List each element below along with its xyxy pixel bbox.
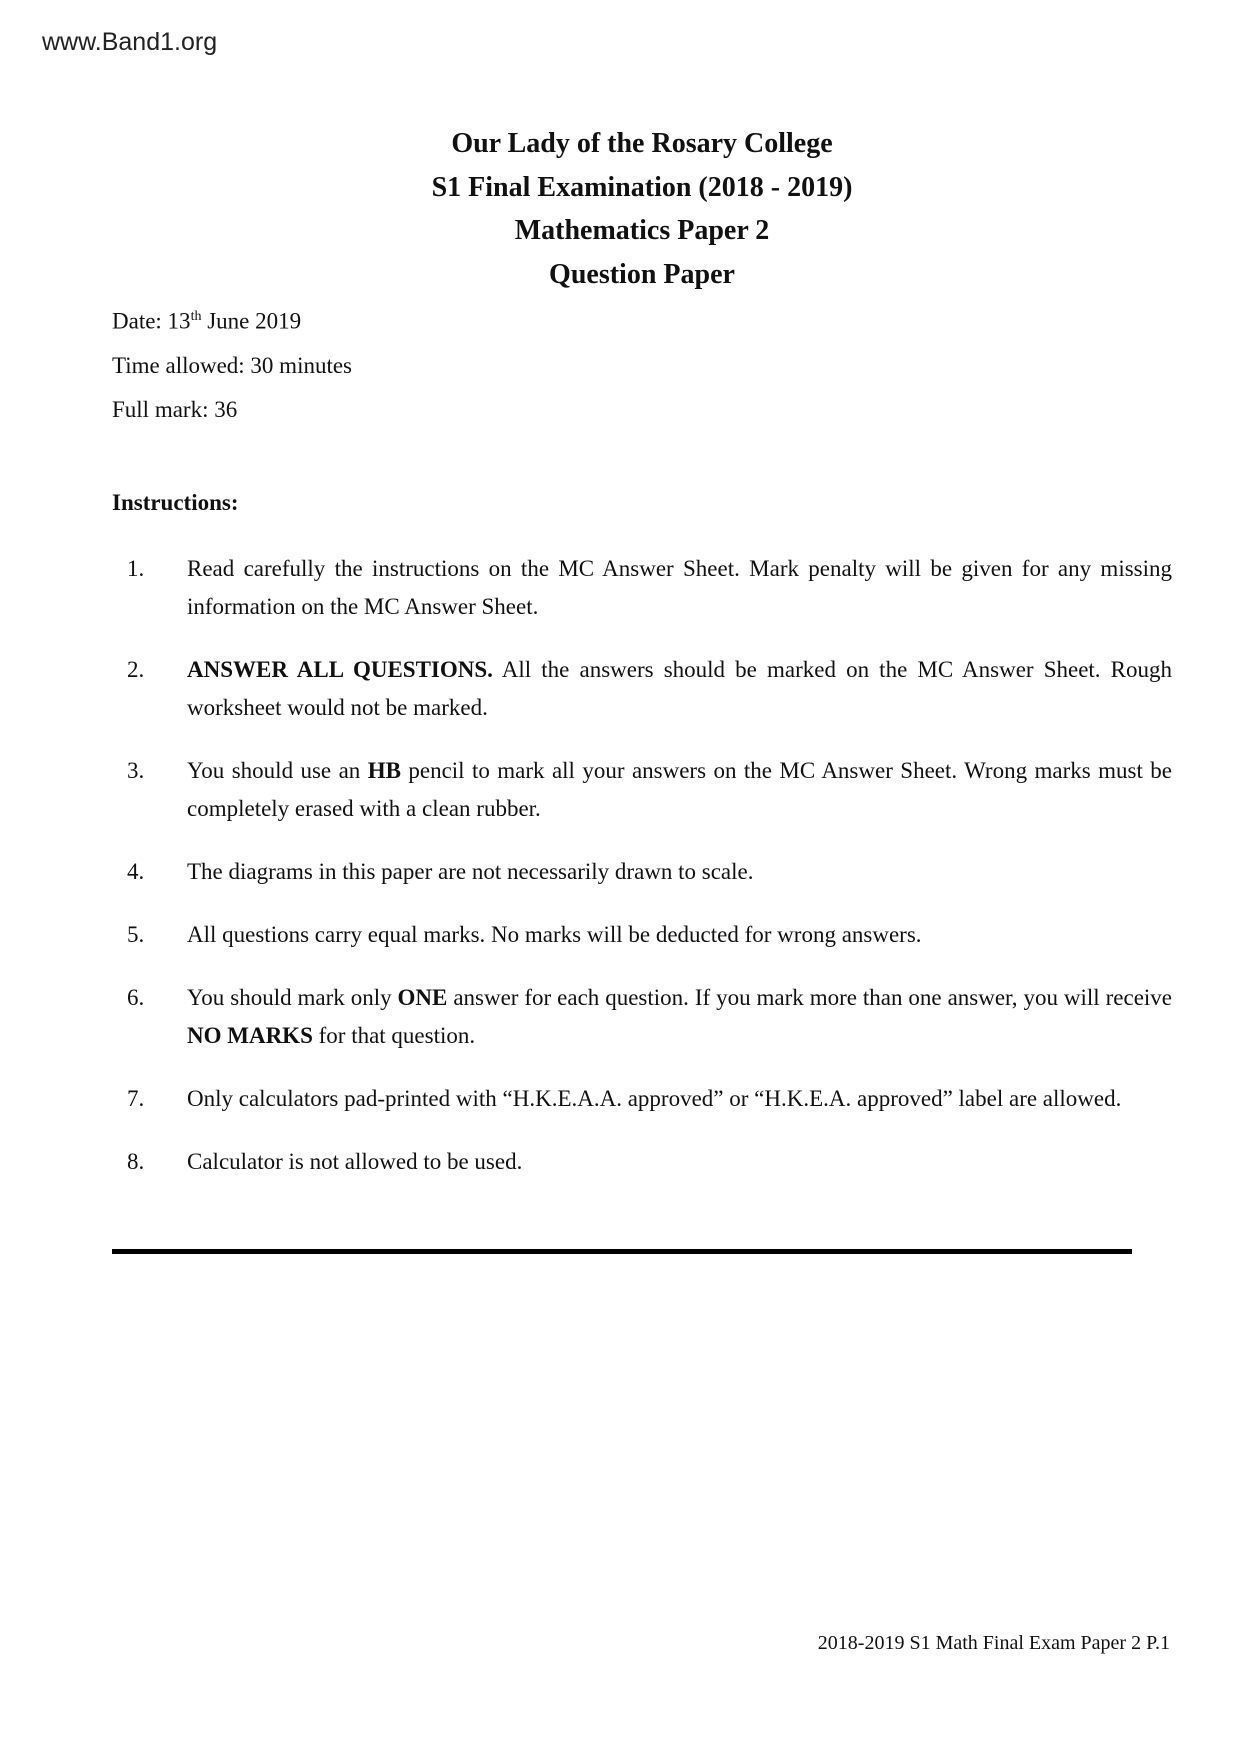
instruction-number: 4. — [127, 859, 145, 884]
text-run: answer for each question. If you mark more than one answer, you will receive — [447, 985, 1173, 1010]
instruction-text — [187, 979, 1172, 1055]
instruction-text — [187, 1080, 1172, 1118]
emphasis: ONE — [397, 985, 448, 1010]
instructions-heading: Instructions: — [112, 490, 239, 515]
instruction-number: 7. — [127, 1086, 145, 1111]
date-label: Date: 13 — [112, 308, 191, 334]
time-allowed: Time allowed: 30 minutes — [112, 352, 353, 378]
paper-title: Question Paper — [549, 258, 735, 290]
instruction-item — [112, 651, 1172, 727]
date-rest: June 2019 — [201, 308, 302, 334]
emphasis: ANSWER ALL QUESTIONS. — [187, 657, 493, 682]
exam-title: S1 Final Examination (2018 - 2019) — [431, 171, 853, 203]
instruction-text — [187, 1143, 1172, 1181]
full-mark: Full mark: 36 — [112, 396, 238, 422]
instructions-list — [112, 550, 1172, 1206]
instruction-item — [112, 1143, 1172, 1181]
text-run: You should mark only — [187, 985, 398, 1010]
instruction-item — [112, 853, 1172, 891]
instruction-number: 3. — [127, 758, 145, 783]
text-run: Calculator is not allowed to be used. — [187, 1149, 523, 1174]
instruction-item — [112, 752, 1172, 828]
instruction-item — [112, 979, 1172, 1055]
text-run: Only calculators pad-printed with “H.K.E.A.A. approved” or “H.K.E.A. approved” label are allowed. — [187, 1086, 1122, 1111]
instruction-item — [112, 1080, 1172, 1118]
date-suffix: th — [190, 309, 202, 324]
document-header — [0, 122, 1240, 296]
instruction-number: 6. — [127, 985, 145, 1010]
text-run: for that question. — [312, 1023, 476, 1048]
page-footer: 2018-2019 S1 Math Final Exam Paper 2 P.1 — [817, 1632, 1170, 1654]
text-run: You should use an — [187, 758, 368, 783]
text-run: pencil to mark all your answers on the MC Answer Sheet. Wrong marks must be completely erased with a clean rubber. — [187, 758, 1172, 821]
exam-meta — [112, 295, 352, 432]
watermark: www.Band1.org — [42, 28, 218, 56]
emphasis: NO MARKS — [187, 1023, 313, 1048]
exam-date — [112, 295, 352, 344]
instruction-number: 5. — [127, 922, 145, 947]
divider-line — [112, 1249, 1132, 1254]
text-run: The diagrams in this paper are not necessarily drawn to scale. — [187, 859, 754, 884]
instruction-item — [112, 550, 1172, 626]
text-run: All questions carry equal marks. No marks will be deducted for wrong answers. — [187, 922, 922, 947]
instruction-text — [187, 916, 1172, 954]
instruction-item — [112, 916, 1172, 954]
text-run: Read carefully the instructions on the MC Answer Sheet. Mark penalty will be given for any missing information on the MC Answer Sheet. — [187, 556, 1172, 619]
instruction-text — [187, 550, 1172, 626]
school-name: Our Lady of the Rosary College — [451, 128, 833, 159]
instruction-number: 8. — [127, 1149, 145, 1174]
instruction-number: 1. — [127, 556, 145, 581]
instruction-text — [187, 853, 1172, 891]
instruction-number: 2. — [127, 657, 145, 682]
instruction-text — [187, 752, 1172, 828]
emphasis: HB — [367, 758, 401, 783]
subject-title: Mathematics Paper 2 — [514, 215, 770, 246]
text-run: All the answers should be marked on the MC Answer Sheet. Rough worksheet would not be marked. — [187, 657, 1172, 720]
instruction-text — [187, 651, 1172, 727]
